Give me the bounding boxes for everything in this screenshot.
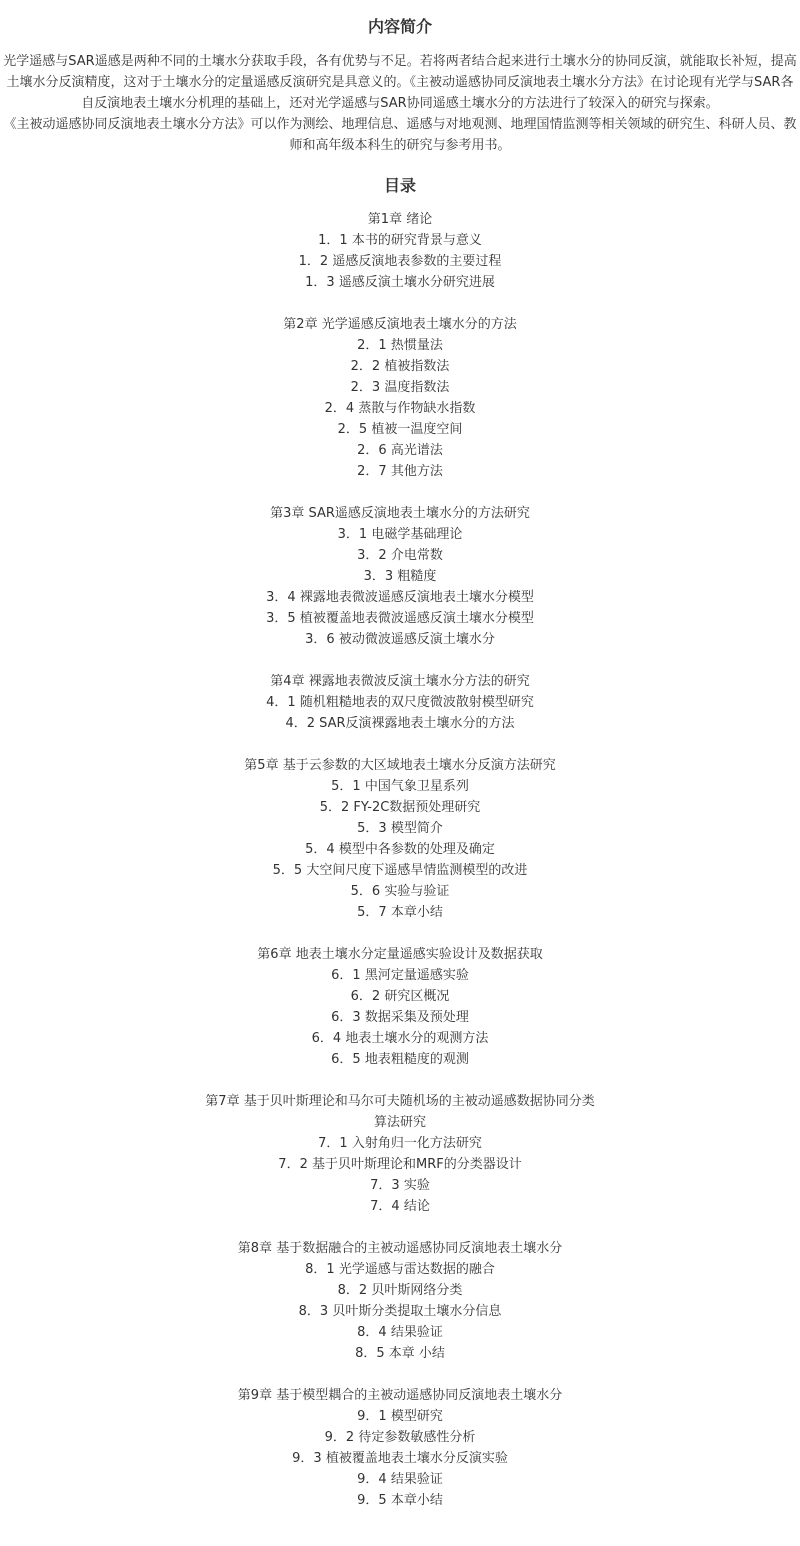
toc-section-item: 5．6 实验与验证: [350, 884, 450, 899]
toc-section-item: 8．3 贝叶斯分类提取土壤水分信息: [298, 1304, 502, 1319]
toc-section-item: 2．6 高光谱法: [357, 443, 443, 458]
toc-section-item: 2．3 温度指数法: [350, 380, 450, 395]
toc-section-item: 4．2 SAR反演裸露地表土壤水分的方法: [285, 716, 515, 731]
toc-chapter-heading: 第2章 光学遥感反演地表土壤水分的方法: [283, 317, 517, 332]
toc-section-item: 7．2 基于贝叶斯理论和MRF的分类器设计: [278, 1157, 522, 1172]
toc-section-item: 9．3 植被覆盖地表土壤水分反演实验: [292, 1451, 508, 1466]
toc-section-item: 3．6 被动微波遥感反演土壤水分: [305, 632, 495, 647]
toc-section-item: 1．1 本书的研究背景与意义: [318, 233, 482, 248]
toc-chapter: [3, 944, 797, 1070]
toc-chapter-heading: 第7章 基于贝叶斯理论和马尔可夫随机场的主被动遥感数据协同分类: [205, 1094, 595, 1109]
toc-section-item: 8．4 结果验证: [357, 1325, 443, 1340]
toc-section-item: 3．4 裸露地表微波遥感反演地表土壤水分模型: [266, 590, 534, 605]
toc-chapter-heading: 第6章 地表土壤水分定量遥感实验设计及数据获取: [257, 947, 543, 962]
toc-chapter: [3, 209, 797, 293]
intro-paragraph: 光学遥感与SAR遥感是两种不同的土壤水分获取手段，各有优势与不足。若将两者结合起来进行土壤水分的协同反演，就能取长补短，提高土壤水分反演精度，这对于土壤水分的定量遥感反演研究是具意义的。《主被动遥感协同反演地表土壤水分方法》在讨论现有光学与SAR各自反演地表土壤水分机理的基础上，还对光学遥感与SAR协同遥感土壤水分的方法进行了较深入的研究与探索。: [3, 54, 797, 111]
toc-section-item: 9．2 待定参数敏感性分析: [324, 1430, 476, 1445]
toc-section-item: 7．1 入射角归一化方法研究: [318, 1136, 482, 1151]
toc-section-item: 8．5 本章 小结: [355, 1346, 445, 1361]
toc-section-item: 6．1 黑河定量遥感实验: [331, 968, 469, 983]
toc-chapter-heading: 第1章 绪论: [367, 212, 433, 227]
toc-chapter: [3, 755, 797, 923]
toc-chapter: [3, 1238, 797, 1364]
toc-section-item: 算法研究: [373, 1115, 426, 1130]
toc-section-item: 2．5 植被一温度空间: [337, 422, 463, 437]
toc-chapter: [3, 314, 797, 482]
intro-text: [3, 51, 797, 156]
toc-section-item: 6．2 研究区概况: [350, 989, 450, 1004]
toc-section-item: 5．7 本章小结: [357, 905, 443, 920]
toc-title: 目录: [383, 176, 416, 195]
intro-paragraph: 《主被动遥感协同反演地表土壤水分方法》可以作为测绘、地理信息、遥感与对地观测、地理国情监测等相关领域的研究生、科研人员、教师和高年级本科生的研究与参考用书。: [3, 117, 797, 153]
toc-section-item: 6．5 地表粗糙度的观测: [331, 1052, 469, 1067]
toc-chapter-heading: 第8章 基于数据融合的主被动遥感协同反演地表土壤水分: [237, 1241, 563, 1256]
toc-chapter-heading: 第4章 裸露地表微波反演土壤水分方法的研究: [270, 674, 530, 689]
toc-section-item: 3．2 介电常数: [357, 548, 443, 563]
toc-section-item: 5．4 模型中各参数的处理及确定: [305, 842, 495, 857]
toc-section-item: 6．3 数据采集及预处理: [331, 1010, 469, 1025]
toc-section-item: 5．1 中国气象卫星系列: [331, 779, 469, 794]
toc-chapter: [3, 503, 797, 650]
toc-section-item: 7．4 结论: [370, 1199, 430, 1214]
intro-title: 内容简介: [367, 17, 432, 36]
toc-chapter: [3, 1091, 797, 1217]
toc-section-item: 7．3 实验: [370, 1178, 430, 1193]
toc-chapter: [3, 1385, 797, 1511]
toc-section-item: 6．4 地表土壤水分的观测方法: [311, 1031, 489, 1046]
toc-section-item: 3．5 植被覆盖地表微波遥感反演土壤水分模型: [266, 611, 534, 626]
toc-section-item: 9．1 模型研究: [357, 1409, 443, 1424]
toc-chapter-heading: 第3章 SAR遥感反演地表土壤水分的方法研究: [270, 506, 530, 521]
toc-section-item: 4．1 随机粗糙地表的双尺度微波散射模型研究: [266, 695, 534, 710]
table-of-contents: [3, 209, 797, 1511]
toc-section-item: 2．4 蒸散与作物缺水指数: [324, 401, 476, 416]
toc-section-item: 2．2 植被指数法: [350, 359, 450, 374]
toc-section-item: 5．2 FY-2C数据预处理研究: [319, 800, 481, 815]
toc-section-item: 5．5 大空间尺度下遥感旱情监测模型的改进: [272, 863, 528, 878]
toc-chapter: [3, 671, 797, 734]
toc-chapter-heading: 第5章 基于云参数的大区域地表土壤水分反演方法研究: [244, 758, 556, 773]
toc-section-item: 5．3 模型简介: [357, 821, 443, 836]
toc-section-item: 2．7 其他方法: [357, 464, 443, 479]
toc-section-item: 2．1 热惯量法: [357, 338, 443, 353]
toc-section-item: 3．3 粗糙度: [363, 569, 437, 584]
toc-section-item: 1．3 遥感反演土壤水分研究进展: [305, 275, 495, 290]
toc-chapter-heading: 第9章 基于模型耦合的主被动遥感协同反演地表土壤水分: [237, 1388, 563, 1403]
toc-section-item: 1．2 遥感反演地表参数的主要过程: [298, 254, 502, 269]
toc-section-item: 8．1 光学遥感与雷达数据的融合: [305, 1262, 495, 1277]
toc-section-item: 3．1 电磁学基础理论: [337, 527, 463, 542]
toc-section-item: 8．2 贝叶斯网络分类: [337, 1283, 463, 1298]
toc-section-item: 9．4 结果验证: [357, 1472, 443, 1487]
toc-section-item: 9．5 本章小结: [357, 1493, 443, 1508]
